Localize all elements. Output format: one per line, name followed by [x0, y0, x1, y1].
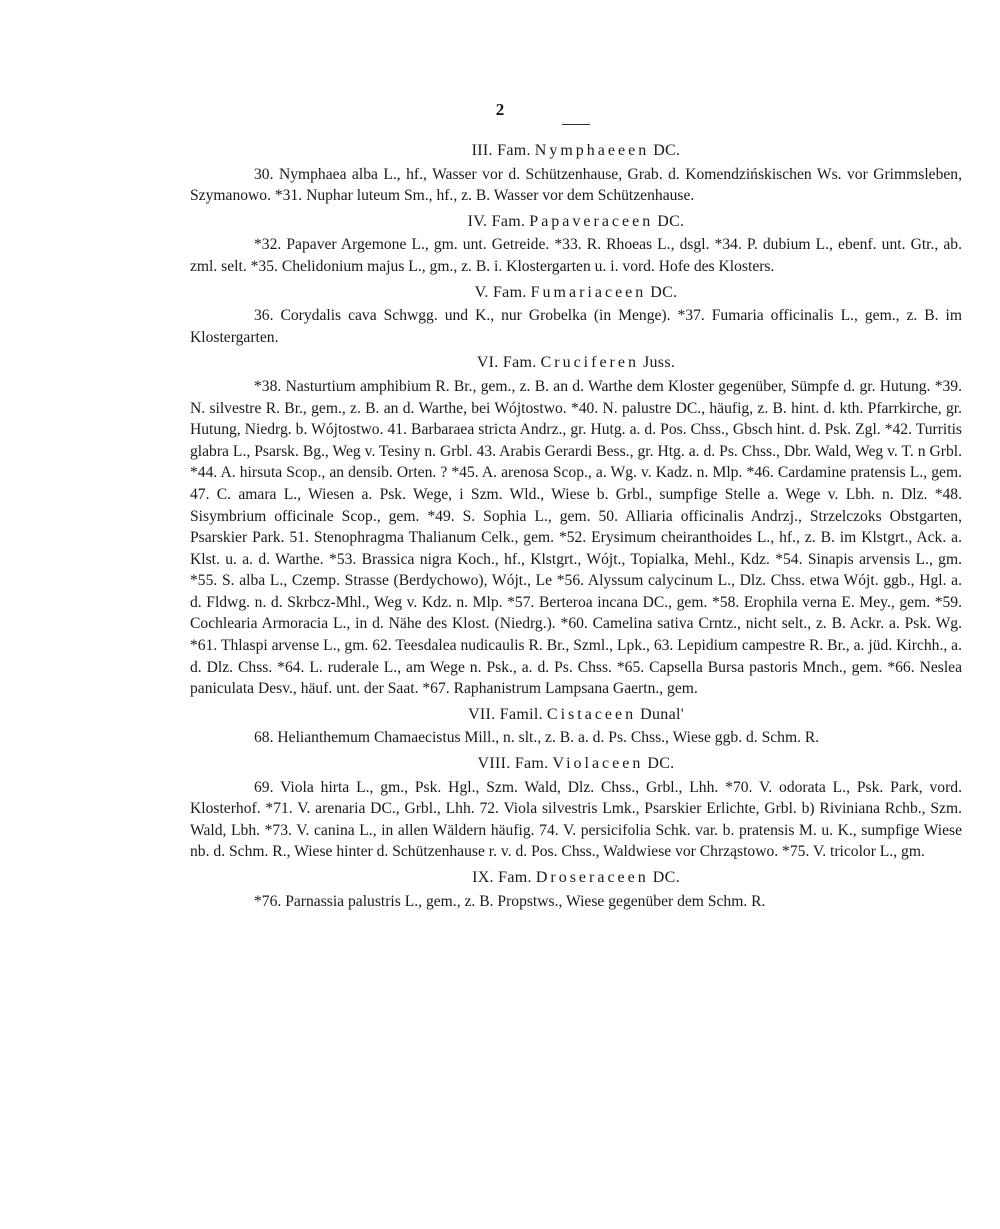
family-heading [190, 704, 962, 726]
family-name: Fumariaceen [530, 283, 647, 301]
family-author: DC. [650, 283, 678, 301]
section-nymphaeeen [190, 140, 962, 207]
species-paragraph: 36. Corydalis cava Schwgg. und K., nur Grobelka (in Menge). *37. Fumaria officinalis L., gem., z. B. im Klostergarten. [190, 307, 962, 346]
section-droseraceen [190, 867, 962, 912]
family-author: Dunal' [640, 705, 684, 723]
section-violaceen [190, 753, 962, 863]
species-paragraph: 30. Nymphaea alba L., hf., Wasser vor d. Schützenhause, Grab. d. Komendzińskischen Ws. vor Grimmsleben, Szymanowo. *31. Nuphar luteum Sm., hf., z. B. Wasser vor dem Schützenhause. [190, 165, 962, 205]
species-paragraph: 68. Helianthemum Chamaecistus Mill., n. slt., z. B. a. d. Ps. Chss., Wiese ggb. d. Schm. R. [254, 729, 820, 747]
page-number-underline [562, 124, 590, 125]
family-heading [190, 352, 962, 374]
section-fumariaceen [190, 282, 962, 349]
family-author: DC. [657, 212, 685, 230]
species-paragraph: *38. Nasturtium amphibium R. Br., gem., z. B. an d. Warthe dem Kloster gegenüber, Sümpfe d. gr. Hutung. *39. N. silvestre R. Br., gem., z. B. an d. Warthe, bei Wójtostwo. *40. N. palustre DC., häufig, z. B. hint. d. kth. Pfarrkirche, gr. Hutung, Niedrg. b. Wójtostwo. 41. Barbaraea stricta Andrz., gr. Hutg. a. d. Pos. Chss., Gbsch hint. d. Psk. Zgl. *42. Turritis glabra L., Psarsk. Bg., Weg v. Tesiny n. Grbl. 43. Arabis Gerardi Bess., gr. Htg. a. d. Ps. Chss., Dbr. Wald, Weg v. T. n Grbl. *44. A. hirsuta Scop., an densib. Orten. ? *45. A. arenosa Scop., a. Wg. v. Kadz. n. Mlp. *46. Cardamine pratensis L., gem. 47. C. amara L., Wiesen a. Psk. Wege, i Szm. Wld., Wiese b. Grbl., sumpfige Stelle a. Wege v. Lbh. n. Dlz. *48. Sisymbrium officinale Scop., gem. *49. S. Sophia L., gem. 50. Alliaria officinalis Andrzj., Strzelczoks Obstgarten, Psarskier Park. 51. Stenophragma Thalianum Celk., gem. *52. Erysimum cheiranthoides L., hf., z. B. im Klstgrt., Ack. a. Klst. u. a. d. Warthe. *53. Brassica nigra Koch., hf., Klstgrt., Wójt., Topialka, Mehl., Kdz. *54. Sinapis arvensis L., gm. *55. S. alba L., Czemp. Strasse (Berdychowo), Wójt., Le *56. Alyssum calycinum L., Dlz. Chss. etwa Wójt. ggb., Hgl. a. d. Fldwg. n. d. Skrbcz-Mhl., Weg v. Kdz. n. Mlp. *57. Berteroa incana DC., gem. *58. Erophila verna E. Mey., gem. *59. Cochlearia Armoracia L., in d. Nähe des Klost. (Niedrg.). *60. Camelina sativa Crntz., nicht selt., z. B. Ackr. a. Psk. Wg. *61. Thlaspi arvense L., gm. 62. Teesdalea nudicaulis R. Br., Szml., Lpk., 63. Lepidium campestre R. Br., a. jüd. Kirchh., a. d. Dlz. Chss. *64. L. ruderale L., am Wege n. Psk., a. d. Ps. Chss. *65. Capsella Bursa pastoris Mnch., gem. *66. Neslea paniculata Desv., häuf. unt. der Saat. *67. Raphanistrum Lampsana Gaertn., gem. [190, 377, 962, 698]
family-number: IX. Fam. [472, 869, 532, 886]
family-name: Droseraceen [535, 869, 649, 886]
section-cruciferen [190, 352, 962, 700]
family-number: V. Fam. [474, 283, 527, 301]
document-body [190, 136, 962, 913]
section-cistaceen [190, 704, 962, 749]
family-author: DC. [647, 755, 675, 773]
family-number: VII. Famil. [468, 705, 543, 723]
species-paragraph: *76. Parnassia palustris L., gem., z. B. Propstws., Wiese gegenüber dem Schm. R. [254, 892, 766, 910]
family-number: III. Fam. [471, 142, 531, 159]
family-heading [190, 282, 962, 304]
family-author: DC. [652, 869, 680, 886]
family-number: VI. Fam. [476, 354, 537, 372]
family-heading [190, 753, 962, 775]
family-name: Papaveraceen [529, 212, 654, 230]
family-name: Nymphaeeen [534, 142, 650, 159]
family-heading [190, 867, 962, 889]
family-name: Cistaceen [546, 705, 637, 723]
species-paragraph: 69. Viola hirta L., gm., Psk. Hgl., Szm. Wald, Dlz. Chss., Grbl., Lhh. *70. V. odorata L., Psk. Park, vord. Klosterhof. *71. V. arenaria DC., Grbl., Lhh. 72. Viola silvestris Lmk., Psarskier Erlichte, Grbl. b) Riviniana Rchb., Szm. Wald, Lbh. *73. V. canina L., in allen Wäldern häufig. 74. V. persicifolia Schk. var. b. pratensis M. u. K., sumpfige Wiese nb. d. Schm. R., Wiese hinter d. Schützenhause r. v. d. Pos. Chss., Waldwiese vor Chrząstowo. *75. V. tricolor L., gm. [190, 778, 962, 861]
family-author: Juss. [642, 354, 676, 372]
species-paragraph: *32. Papaver Argemone L., gm. unt. Getreide. *33. R. Rhoeas L., dsgl. *34. P. dubium L., ebenf. unt. Gtr., ab. zml. selt. *35. Chelidonium majus L., gm., z. B. i. Klostergarten u. i. vord. Hofe des Klosters. [190, 236, 962, 275]
family-number: IV. Fam. [467, 212, 526, 230]
section-papaveraceen [190, 211, 962, 278]
family-heading [190, 211, 962, 233]
family-name: Cruciferen [540, 354, 639, 372]
family-heading [190, 140, 962, 162]
family-number: VIII. Fam. [477, 755, 549, 773]
family-name: Violaceen [552, 755, 644, 773]
family-author: DC. [653, 142, 681, 159]
page-number: 2 [495, 100, 505, 119]
